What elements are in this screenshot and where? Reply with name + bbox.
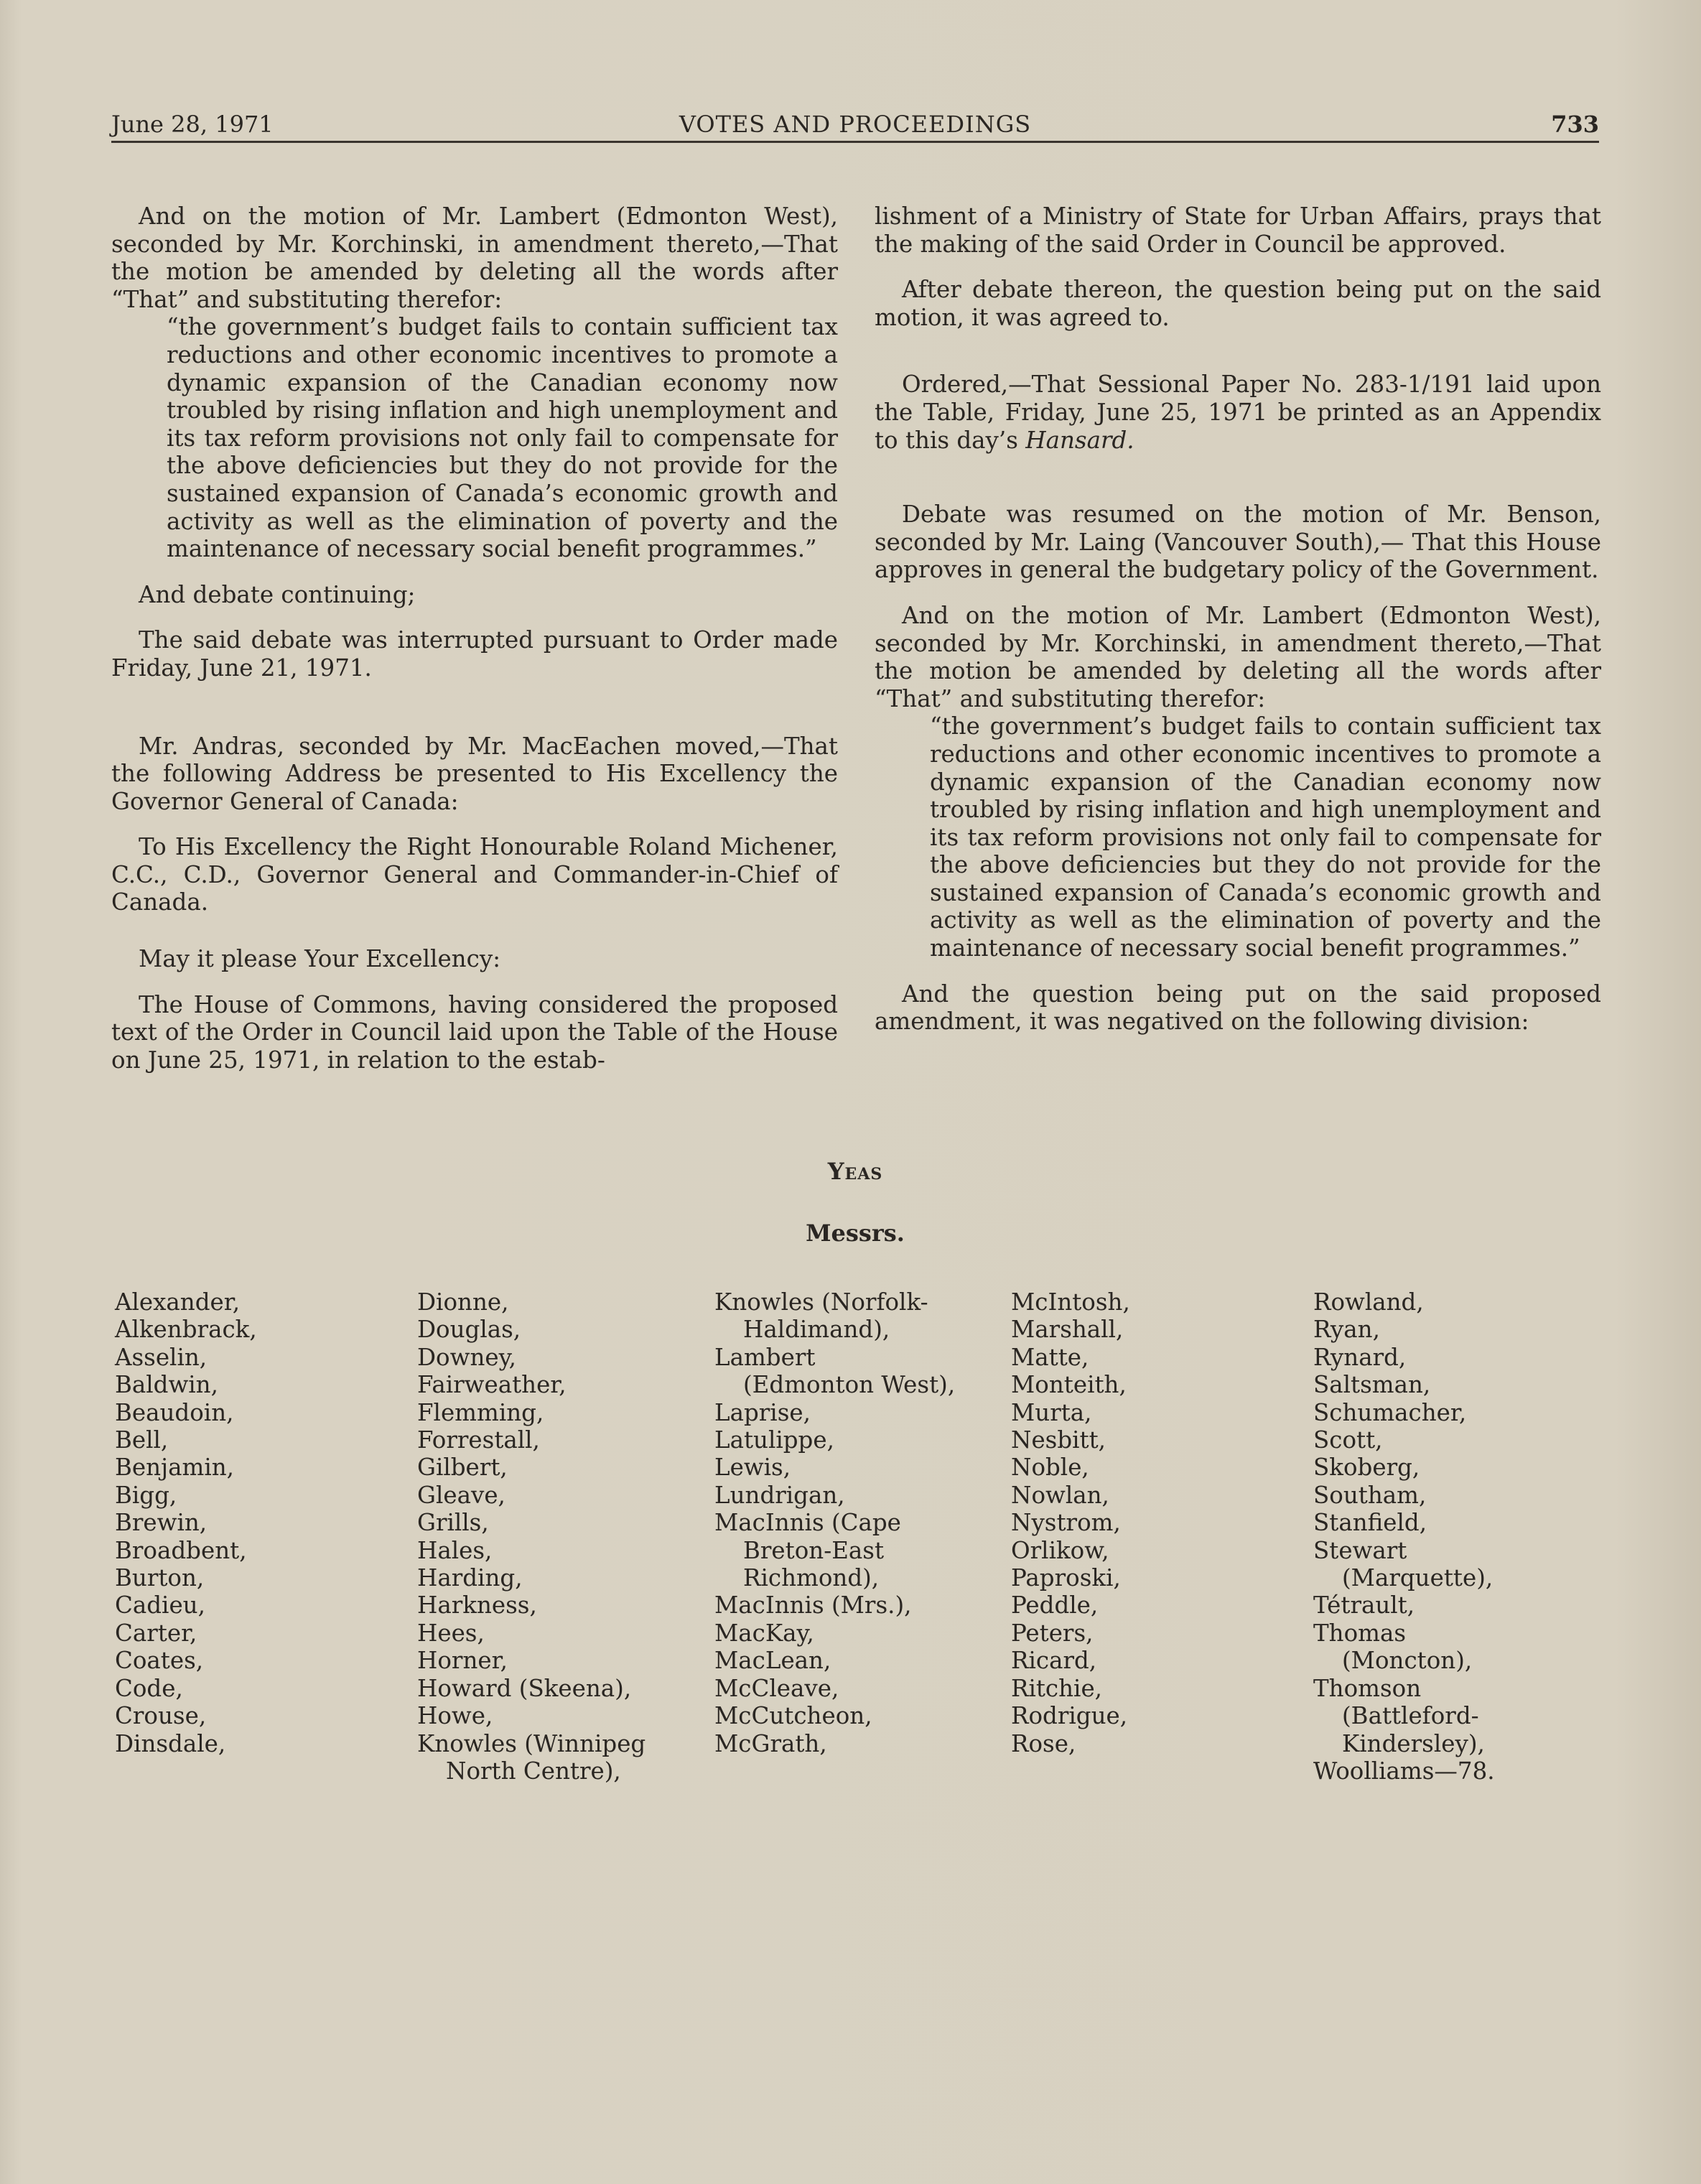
list-item: Alexander, <box>115 1288 241 1316</box>
names-column-3 <box>714 1288 1009 1757</box>
paragraph: Mr. Andras, seconded by Mr. MacEachen moved,—That the following Address be presented to His Excellency the Governor General of Canada: <box>111 732 838 815</box>
list-item: Nowlan, <box>1011 1481 1109 1509</box>
list-item: McCleave, <box>714 1674 839 1702</box>
list-item: Kindersley), <box>1342 1729 1485 1757</box>
list-item: Rodrigue, <box>1011 1702 1128 1730</box>
list-item: Southam, <box>1313 1481 1427 1509</box>
list-item: McCutcheon, <box>714 1702 872 1730</box>
list-item: Broadbent, <box>115 1536 247 1564</box>
running-header <box>111 108 1599 143</box>
list-item: Rynard, <box>1313 1343 1407 1371</box>
list-item: Bell, <box>115 1426 169 1454</box>
paragraph: To His Excellency the Right Honourable Roland Michener, C.C., C.D., Governor General and Commander-in-Chief of Canada. <box>111 833 838 916</box>
list-item: Carter, <box>115 1619 197 1647</box>
names-column-1 <box>115 1288 409 1757</box>
division-subheading: Messrs. <box>806 1219 905 1247</box>
list-item: Skoberg, <box>1313 1454 1420 1482</box>
list-item: Lundrigan, <box>714 1481 845 1509</box>
list-item: McIntosh, <box>1011 1288 1130 1316</box>
list-item: Gilbert, <box>417 1454 508 1482</box>
header-date: June 28, 1971 <box>111 111 274 138</box>
list-item: Harkness, <box>417 1591 537 1620</box>
left-column <box>111 203 838 1092</box>
list-item: (Battleford- <box>1342 1702 1479 1730</box>
names-column-4 <box>1011 1288 1305 1757</box>
list-item: MacInnis (Cape <box>714 1509 901 1537</box>
list-item: (Marquette), <box>1342 1564 1493 1592</box>
quoted-amendment: “the government’s budget fails to contain sufficient tax reductions and other economic incentives to promote a dynamic expansion of the Canadian economy now troubled by rising inflation and high unemployment and its tax reform provisions not only fail to compensate for the above deficiencies but they do not provide for the sustained expansion of Canada’s economic growth and activity as well as the elimination of poverty and the maintenance of necessary social benefit programmes.” <box>930 712 1601 962</box>
list-item: Harding, <box>417 1564 523 1592</box>
list-item: Noble, <box>1011 1454 1089 1482</box>
list-item: Fairweather, <box>417 1371 567 1399</box>
list-item: Howe, <box>417 1702 493 1730</box>
list-item: Peters, <box>1011 1619 1094 1647</box>
list-item: Crouse, <box>115 1702 207 1730</box>
list-item: (Edmonton West), <box>743 1371 956 1399</box>
list-item: Murta, <box>1011 1398 1092 1426</box>
list-item: Marshall, <box>1011 1316 1124 1344</box>
list-item: MacKay, <box>714 1619 814 1647</box>
list-item: Douglas, <box>417 1316 521 1344</box>
paragraph: lishment of a Ministry of State for Urban Affairs, prays that the making of the said Order in Council be approved. <box>875 203 1601 258</box>
list-item: Richmond), <box>743 1564 880 1592</box>
list-item: Gleave, <box>417 1481 505 1509</box>
list-item: Beaudoin, <box>115 1398 234 1426</box>
list-item: Coates, <box>115 1647 204 1675</box>
list-item: Code, <box>115 1674 183 1702</box>
list-item: Knowles (Winnipeg <box>417 1729 646 1757</box>
names-column-2 <box>417 1288 712 1785</box>
list-item: MacInnis (Mrs.), <box>714 1591 912 1620</box>
list-item: Haldimand), <box>743 1316 890 1344</box>
list-item: Lewis, <box>714 1454 791 1482</box>
paragraph: May it please Your Excellency: <box>139 945 501 973</box>
right-column <box>875 203 1601 1054</box>
list-item: Burton, <box>115 1564 205 1592</box>
list-item: Nystrom, <box>1011 1509 1121 1537</box>
paragraph-text: Ordered,—That Sessional Paper No. 283-1/191 laid upon the Table, Friday, June 25, 1971 be printed as an Appendix to this day’s <box>875 371 1601 454</box>
list-item: Baldwin, <box>115 1371 218 1399</box>
list-item: Asselin, <box>115 1343 208 1371</box>
division-heading: Yeas <box>827 1158 883 1185</box>
list-item: Knowles (Norfolk- <box>714 1288 928 1316</box>
paragraph: Debate was resumed on the motion of Mr. Benson, seconded by Mr. Laing (Vancouver South),— That this House approves in general the budgetary policy of the Government. <box>875 501 1601 584</box>
paragraph: And debate continuing; <box>139 580 416 608</box>
list-item: Saltsman, <box>1313 1371 1431 1399</box>
list-item: Breton-East <box>743 1536 885 1564</box>
list-item: Monteith, <box>1011 1371 1127 1399</box>
paragraph: And on the motion of Mr. Lambert (Edmonton West), seconded by Mr. Korchinski, in amendment thereto,—That the motion be amended by deleting all the words after “That” and substituting therefor: <box>875 601 1601 712</box>
paragraph: The House of Commons, having considered the proposed text of the Order in Council laid upon the Table of the House on June 25, 1971, in relation to the estab- <box>111 990 838 1074</box>
list-item: Nesbitt, <box>1011 1426 1106 1454</box>
list-item: Brewin, <box>115 1509 208 1537</box>
list-item: Howard (Skeena), <box>417 1674 632 1702</box>
list-item: Downey, <box>417 1343 516 1371</box>
list-item: Ritchie, <box>1011 1674 1103 1702</box>
list-item: Cadieu, <box>115 1591 205 1620</box>
paragraph: And on the motion of Mr. Lambert (Edmonton West), seconded by Mr. Korchinski, in amendment thereto,—That the motion be amended by deleting all the words after “That” and substituting therefor: <box>111 203 838 313</box>
list-item: Woolliams—78. <box>1313 1757 1495 1785</box>
list-item: Dinsdale, <box>115 1729 226 1757</box>
list-item: Horner, <box>417 1647 508 1675</box>
list-item: Thomson <box>1313 1674 1422 1702</box>
list-item: Bigg, <box>115 1481 177 1509</box>
list-item: Scott, <box>1313 1426 1383 1454</box>
list-item: Orlikow, <box>1011 1536 1109 1564</box>
list-item: MacLean, <box>714 1647 831 1675</box>
list-item: Rose, <box>1011 1729 1076 1757</box>
list-item: Paproski, <box>1011 1564 1121 1592</box>
list-item: Benjamin, <box>115 1454 234 1482</box>
page-number: 733 <box>1551 111 1599 138</box>
list-item: Lambert <box>714 1343 816 1371</box>
list-item: Grills, <box>417 1509 489 1537</box>
list-item: Forrestall, <box>417 1426 540 1454</box>
list-item: Latulippe, <box>714 1426 834 1454</box>
quoted-amendment: “the government’s budget fails to contain sufficient tax reductions and other economic incentives to promote a dynamic expansion of the Canadian economy now troubled by rising inflation and high unemployment and its tax reform provisions not only fail to compensate for the above deficiencies but they do not provide for the sustained expansion of Canada’s economic growth and activity as well as the elimination of poverty and the maintenance of necessary social benefit programmes.” <box>167 313 838 563</box>
list-item: North Centre), <box>446 1757 621 1785</box>
paragraph: And the question being put on the said proposed amendment, it was negatived on the following division: <box>875 980 1601 1036</box>
names-column-5 <box>1313 1288 1608 1785</box>
list-item: Tétrault, <box>1313 1591 1415 1620</box>
list-item: Rowland, <box>1313 1288 1424 1316</box>
list-item: Ryan, <box>1313 1316 1380 1344</box>
paragraph: After debate thereon, the question being put on the said motion, it was agreed to. <box>875 276 1601 331</box>
list-item: Peddle, <box>1011 1591 1099 1620</box>
list-item: Thomas <box>1313 1619 1407 1647</box>
list-item: Ricard, <box>1011 1647 1097 1675</box>
list-item: Alkenbrack, <box>115 1316 257 1344</box>
list-item: Schumacher, <box>1313 1398 1467 1426</box>
list-item: Laprise, <box>714 1398 811 1426</box>
header-title: VOTES AND PROCEEDINGS <box>679 111 1032 138</box>
list-item: Hees, <box>417 1619 485 1647</box>
paragraph <box>875 371 1601 454</box>
list-item: Stanfield, <box>1313 1509 1427 1537</box>
list-item: Stewart <box>1313 1536 1407 1564</box>
list-item: Flemming, <box>417 1398 544 1426</box>
paragraph: The said debate was interrupted pursuant to Order made Friday, June 21, 1971. <box>111 626 838 682</box>
list-item: Hales, <box>417 1536 493 1564</box>
list-item: (Moncton), <box>1342 1647 1473 1675</box>
list-item: Dionne, <box>417 1288 509 1316</box>
list-item: McGrath, <box>714 1729 827 1757</box>
list-item: Matte, <box>1011 1343 1089 1371</box>
hansard-italic: Hansard. <box>1025 426 1134 454</box>
